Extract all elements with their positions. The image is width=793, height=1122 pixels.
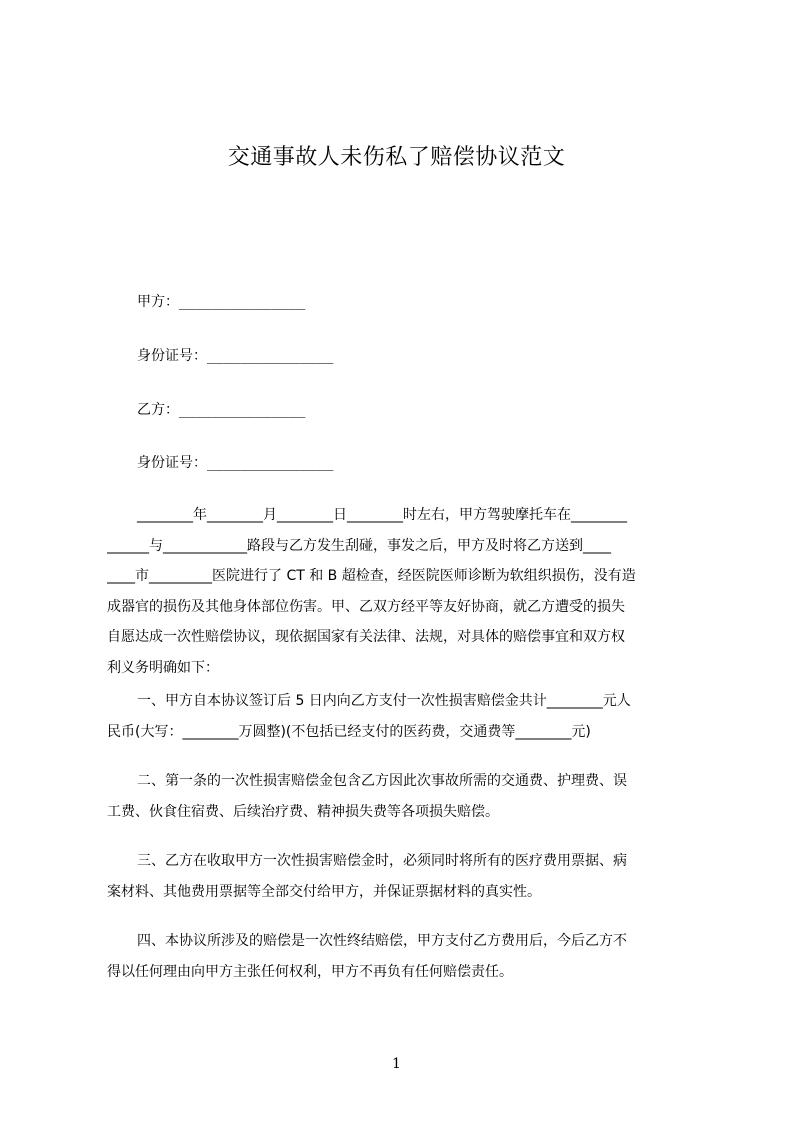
party-b-id-blank: _______________ [207,455,334,471]
clause-line: 得以任何理由向甲方主张任何权利，甲方不再负有任何赔偿责任。 [107,963,513,980]
party-b-label: 乙方： [137,402,179,418]
document-title: 交通事故人未伤私了赔偿协议范文 [227,145,566,170]
party-b-blank: _______________ [179,402,306,418]
clause-4 [107,926,702,987]
intro-line: ______与____________路段与乙方发生刮碰，事发之后，甲方及时将乙方送到____ [107,537,611,554]
party-b-id-field [137,452,333,472]
intro-line: 成器官的损伤及其他身体部位伤害。甲、乙双方经平等友好协商，就乙方遭受的损失 [107,598,625,615]
intro-paragraph [107,500,702,683]
clause-line: 民币(大写：________万圆整)(不包括已经支付的医药费，交通费等________元) [107,723,591,740]
clause-line: 案材料、其他费用票据等全部交付给甲方，并保证票据材料的真实性。 [107,883,541,900]
intro-line: ____市_________医院进行了 CT 和 B 超检查，经医院医师诊断为软组织损伤，没有造 [107,568,636,584]
intro-line: 利义务明确如下： [107,659,219,676]
party-b-id-label: 身份证号： [137,455,207,471]
party-b-field [137,399,305,419]
clause-1 [107,686,702,747]
party-a-label: 甲方： [137,294,179,310]
clause-line: 工费、伙食住宿费、后续治疗费、精神损失费等各项损失赔偿。 [107,803,499,820]
party-a-id-label: 身份证号： [137,348,207,364]
party-a-field [137,291,305,311]
page-number: 1 [392,1056,401,1072]
party-a-id-field [137,345,333,365]
clause-line: 三、乙方在收取甲方一次性损害赔偿金时，必须同时将所有的医疗费用票据、病 [137,853,627,869]
clause-2 [107,766,702,827]
party-a-id-blank: _______________ [207,348,334,364]
clause-line: 二、第一条的一次性损害赔偿金包含乙方因此次事故所需的交通费、护理费、误 [137,773,627,789]
party-a-blank: _______________ [179,294,306,310]
clause-line: 一、甲方自本协议签订后 5 日内向乙方支付一次性损害赔偿金共计________元人 [137,693,631,709]
clause-3 [107,846,702,907]
clause-line: 四、本协议所涉及的赔偿是一次性终结赔偿，甲方支付乙方费用后，今后乙方不 [137,933,627,949]
intro-line: 自愿达成一次性赔偿协议，现依据国家有关法律、法规，对具体的赔偿事宜和双方权 [107,629,625,645]
intro-line: ________年________月________日________时左右，甲方驾驶摩托车在________ [137,507,627,523]
